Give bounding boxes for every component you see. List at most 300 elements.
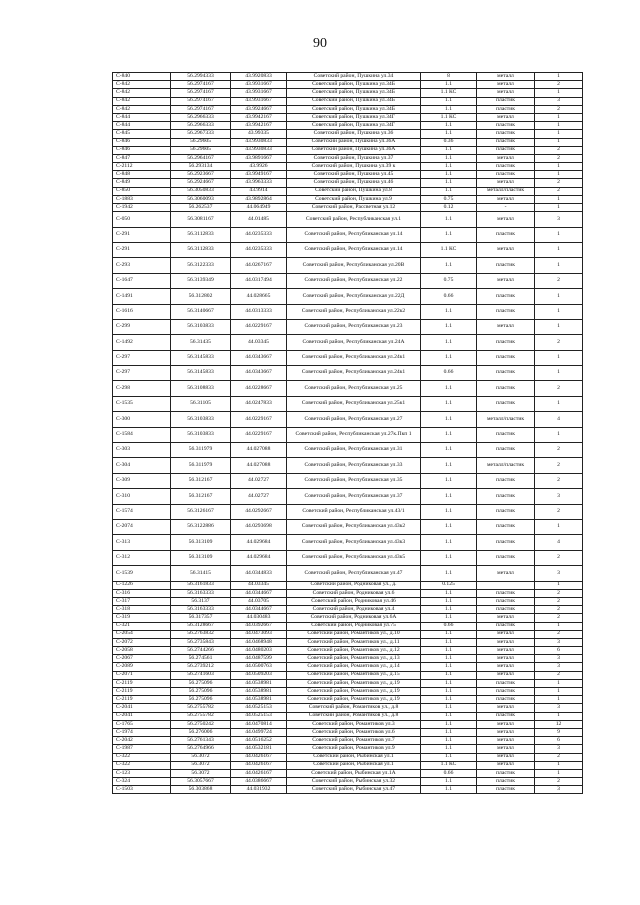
cell-longitude: 44.064949 <box>231 204 287 212</box>
cell-latitude: 56.311979 <box>171 458 231 473</box>
cell-volume: 1.1 <box>421 728 477 736</box>
cell-container-code: С-848 <box>113 171 171 179</box>
cell-material: пластик <box>477 504 535 519</box>
cell-container-code: С-2119 <box>113 688 171 696</box>
cell-volume: 1.1 <box>421 647 477 655</box>
cell-volume: 0.66 <box>421 289 477 304</box>
cell-longitude: 43.9931667 <box>231 97 287 105</box>
table-row <box>113 195 583 203</box>
table-row <box>113 671 583 679</box>
table-row <box>113 73 583 81</box>
cell-volume: 1.1 <box>421 458 477 473</box>
table-row <box>113 81 583 89</box>
cell-volume: 1.1 <box>421 638 477 646</box>
cell-count: 1 <box>535 520 583 535</box>
cell-volume: 0.75 <box>421 273 477 288</box>
cell-longitude: 44.0538981 <box>231 679 287 687</box>
cell-latitude: 56.2966333 <box>171 122 231 130</box>
cell-container-code: С-319 <box>113 614 171 622</box>
cell-count: 1 <box>535 350 583 365</box>
cell-count: 1 <box>535 113 583 121</box>
cell-longitude: 43.9931667 <box>231 89 287 97</box>
cell-latitude: 56.2735843 <box>171 638 231 646</box>
table-row <box>113 273 583 288</box>
cell-count: 12 <box>535 720 583 728</box>
cell-count: 2 <box>535 154 583 162</box>
cell-material: металл <box>477 154 535 162</box>
cell-material: пластик <box>477 396 535 411</box>
cell-volume: 1.1 <box>421 335 477 350</box>
table-row <box>113 647 583 655</box>
cell-longitude: 43.9914 <box>231 187 287 195</box>
cell-latitude: 56.3072 <box>171 753 231 761</box>
cell-count: 3 <box>535 663 583 671</box>
table-row <box>113 663 583 671</box>
cell-material: пластик <box>477 535 535 550</box>
cell-longitude: 44.0500763 <box>231 663 287 671</box>
cell-longitude: 44.0344667 <box>231 606 287 614</box>
cell-address: Советский район, Романтиков ул., д.13 <box>287 655 421 663</box>
cell-volume: 1.1 <box>421 171 477 179</box>
cell-address: Советский район, Романтиков ул., д.15 <box>287 671 421 679</box>
cell-longitude: 44.0487599 <box>231 655 287 663</box>
cell-address: Советский район, Рыбинская ул.32 <box>287 778 421 786</box>
table-row <box>113 769 583 777</box>
cell-longitude: 44.0538981 <box>231 696 287 704</box>
cell-latitude: 56.3128667 <box>171 622 231 630</box>
cell-longitude: 44.0480203 <box>231 647 287 655</box>
cell-latitude: 56.2764966 <box>171 745 231 753</box>
cell-material: пластик <box>477 335 535 350</box>
cell-material: металл <box>477 195 535 203</box>
table-row <box>113 319 583 334</box>
cell-address: Советский район, Романтиков ул., д.19 <box>287 696 421 704</box>
cell-material: металл/пластик <box>477 458 535 473</box>
cell-container-code: С-1616 <box>113 304 171 319</box>
cell-count: 1 <box>535 622 583 630</box>
table-row <box>113 753 583 761</box>
cell-volume: 1.1 <box>421 655 477 663</box>
cell-volume: 1.1 <box>421 130 477 138</box>
cell-material: пластик <box>477 163 535 171</box>
cell-address: Советский район, Романтиков ул., д.8 <box>287 712 421 720</box>
table-row <box>113 412 583 427</box>
cell-longitude: 44.0228667 <box>231 381 287 396</box>
cell-latitude: 56.29605 <box>171 138 231 146</box>
cell-container-code: С-1883 <box>113 195 171 203</box>
cell-address: Советский район, Пушкина ул.34 <box>287 73 421 81</box>
cell-material: металл/пластик <box>477 412 535 427</box>
cell-longitude: 43.9926 <box>231 163 287 171</box>
cell-material: металл <box>477 81 535 89</box>
cell-count: 2 <box>535 179 583 187</box>
table-row <box>113 614 583 622</box>
cell-volume: 1.1 <box>421 786 477 794</box>
table-row <box>113 187 583 195</box>
table-row <box>113 227 583 242</box>
cell-longitude: 44.0313333 <box>231 304 287 319</box>
table-row <box>113 335 583 350</box>
cell-address: Советский район, Республиканская ул.22Д <box>287 289 421 304</box>
cell-container-code: С-1942 <box>113 204 171 212</box>
cell-address: Советский район, Пушкина ул.8 <box>287 187 421 195</box>
cell-longitude: 44.027088 <box>231 443 287 458</box>
cell-container-code: С-2072 <box>113 638 171 646</box>
cell-longitude: 44.0229167 <box>231 412 287 427</box>
cell-longitude: 44.0343667 <box>231 366 287 381</box>
table-row <box>113 443 583 458</box>
cell-latitude: 56.274561 <box>171 655 231 663</box>
cell-latitude: 56.3081167 <box>171 212 231 227</box>
cell-count: 2 <box>535 597 583 605</box>
cell-material: металл <box>477 566 535 581</box>
cell-longitude: 44.02727 <box>231 473 287 488</box>
cell-volume: 1.1 КС <box>421 242 477 257</box>
cell-longitude: 43.9963333 <box>231 179 287 187</box>
cell-material: пластик <box>477 679 535 687</box>
cell-address: Советский район, Рыбинская ул.1А <box>287 769 421 777</box>
cell-count: 2 <box>535 458 583 473</box>
cell-container-code: С-1974 <box>113 728 171 736</box>
table-row <box>113 130 583 138</box>
cell-latitude: 56.3145833 <box>171 350 231 365</box>
table-row <box>113 289 583 304</box>
cell-container-code: С-312 <box>113 550 171 565</box>
cell-volume: 1.1 <box>421 319 477 334</box>
cell-latitude: 56.3050833 <box>171 187 231 195</box>
cell-volume: 1.1 <box>421 753 477 761</box>
cell-longitude: 44.0344667 <box>231 589 287 597</box>
cell-latitude: 56.3122886 <box>171 520 231 535</box>
cell-volume: 1.1 <box>421 504 477 519</box>
cell-latitude: 56.2974167 <box>171 97 231 105</box>
cell-count: 4 <box>535 412 583 427</box>
cell-volume: 0.75 <box>421 195 477 203</box>
cell-count: 4 <box>535 535 583 550</box>
cell-volume: 1.1 <box>421 427 477 442</box>
cell-longitude: 44.01485 <box>231 212 287 227</box>
cell-material <box>477 581 535 589</box>
cell-count: 1 <box>535 679 583 687</box>
cell-material: пластик <box>477 350 535 365</box>
cell-count: 2 <box>535 504 583 519</box>
cell-volume: 1.1 <box>421 154 477 162</box>
cell-address: Советский район, Романтиков ул., д.11 <box>287 638 421 646</box>
cell-volume: 1.1 <box>421 696 477 704</box>
cell-container-code: С-2074 <box>113 520 171 535</box>
cell-count: 2 <box>535 753 583 761</box>
cell-container-code: С-2089 <box>113 663 171 671</box>
cell-latitude: 56.3122333 <box>171 258 231 273</box>
cell-longitude: 44.0235333 <box>231 227 287 242</box>
cell-latitude: 56.2966333 <box>171 113 231 121</box>
cell-material: пластик <box>477 138 535 146</box>
cell-volume: 1.1 <box>421 350 477 365</box>
cell-material: металл <box>477 663 535 671</box>
cell-count: 1 <box>535 289 583 304</box>
cell-material: металл <box>477 671 535 679</box>
cell-container-code: С-2041 <box>113 712 171 720</box>
cell-count: 1 <box>535 761 583 769</box>
cell-volume: 1.1 <box>421 589 477 597</box>
cell-latitude: 56.275096 <box>171 679 231 687</box>
cell-latitude: 56.313109 <box>171 535 231 550</box>
cell-container-code: С-1987 <box>113 745 171 753</box>
cell-material: пластик <box>477 289 535 304</box>
cell-count: 2 <box>535 187 583 195</box>
cell-longitude: 44.0509203 <box>231 671 287 679</box>
cell-container-code: С-1503 <box>113 786 171 794</box>
cell-latitude: 56.3163333 <box>171 606 231 614</box>
cell-container-code: С-1584 <box>113 427 171 442</box>
cell-count: 2 <box>535 614 583 622</box>
table-row <box>113 589 583 597</box>
cell-address: Советский район, Пушкина ул.39 к <box>287 163 421 171</box>
cell-latitude: 56.2967333 <box>171 130 231 138</box>
cell-longitude: 43.9942167 <box>231 122 287 130</box>
cell-latitude: 56.2750242 <box>171 720 231 728</box>
cell-count: 3 <box>535 566 583 581</box>
table-row <box>113 242 583 257</box>
cell-volume: 0.36 <box>421 138 477 146</box>
cell-longitude: 44.0426167 <box>231 769 287 777</box>
cell-container-code: С-1491 <box>113 289 171 304</box>
cell-container-code: С-123 <box>113 769 171 777</box>
cell-count: 1 <box>535 204 583 212</box>
cell-volume: 1.1 <box>421 187 477 195</box>
cell-count: 3 <box>535 97 583 105</box>
cell-address: Советский район, Республиканская ул.24к1 <box>287 350 421 365</box>
table-row <box>113 728 583 736</box>
cell-count: 2 <box>535 335 583 350</box>
cell-volume: 1.1 <box>421 663 477 671</box>
cell-count: 1 <box>535 396 583 411</box>
cell-container-code: С-2112 <box>113 163 171 171</box>
cell-longitude: 44.0468948 <box>231 638 287 646</box>
cell-material: пластик <box>477 105 535 113</box>
cell-count: 1 <box>535 319 583 334</box>
cell-address: Советский район, Родниковая ул.6 <box>287 589 421 597</box>
cell-latitude: 56.3112833 <box>171 242 231 257</box>
cell-container-code: С-846 <box>113 138 171 146</box>
cell-material: металл <box>477 89 535 97</box>
cell-latitude: 56.31435 <box>171 335 231 350</box>
cell-latitude: 56.2739212 <box>171 663 231 671</box>
cell-material: металл <box>477 761 535 769</box>
cell-material: пластик <box>477 227 535 242</box>
cell-address: Советский район, Романтиков ул.3 <box>287 720 421 728</box>
cell-material: металл <box>477 179 535 187</box>
cell-volume: 1.1 <box>421 566 477 581</box>
cell-material: пластик <box>477 589 535 597</box>
cell-longitude: 43.9920833 <box>231 73 287 81</box>
table-row <box>113 204 583 212</box>
cell-volume: 1.1 <box>421 227 477 242</box>
table-row <box>113 396 583 411</box>
cell-address: Советский район, Республиканская ул.43к3 <box>287 535 421 550</box>
cell-container-code: С-1492 <box>113 335 171 350</box>
cell-material: пластик <box>477 258 535 273</box>
cell-latitude: 56.2974167 <box>171 89 231 97</box>
cell-container-code: С-291 <box>113 242 171 257</box>
cell-material: пластик <box>477 520 535 535</box>
cell-volume: 1.1 КС <box>421 113 477 121</box>
cell-container-code: С-2071 <box>113 671 171 679</box>
cell-latitude: 56.2974167 <box>171 81 231 89</box>
cell-count: 2 <box>535 81 583 89</box>
cell-latitude: 56.3108833 <box>171 381 231 396</box>
table-row <box>113 258 583 273</box>
cell-address: Советский район, Республиканская ул.22к2 <box>287 304 421 319</box>
cell-material: пластик <box>477 769 535 777</box>
cell-material: металл <box>477 319 535 334</box>
cell-count: 2 <box>535 606 583 614</box>
cell-volume: 1.1 <box>421 535 477 550</box>
cell-container-code: С-845 <box>113 130 171 138</box>
table-row <box>113 458 583 473</box>
cell-address: Советский район, Рыбинская ул.47 <box>287 786 421 794</box>
table-row <box>113 688 583 696</box>
table-row <box>113 696 583 704</box>
cell-material: пластик <box>477 473 535 488</box>
cell-longitude: 43.99335 <box>231 130 287 138</box>
cell-count: 1 <box>535 195 583 203</box>
table-row <box>113 581 583 589</box>
cell-material: металл <box>477 737 535 745</box>
cell-latitude: 56.3140667 <box>171 304 231 319</box>
cell-count: 2 <box>535 273 583 288</box>
cell-material: пластик <box>477 688 535 696</box>
cell-volume: 1.1 <box>421 712 477 720</box>
table-row <box>113 473 583 488</box>
cell-address: Советский район, Пушкина ул.9 <box>287 195 421 203</box>
table-row <box>113 489 583 504</box>
cell-material: металл <box>477 704 535 712</box>
cell-material: пластик <box>477 622 535 630</box>
cell-material: металл <box>477 73 535 81</box>
table-row <box>113 606 583 614</box>
cell-longitude: 44.028665 <box>231 289 287 304</box>
cell-material: металл <box>477 242 535 257</box>
cell-container-code: С-322 <box>113 753 171 761</box>
table-row <box>113 786 583 794</box>
table-row <box>113 105 583 113</box>
cell-longitude: 44.0292667 <box>231 504 287 519</box>
cell-count: 1 <box>535 366 583 381</box>
cell-address: Советский район, Республиканская ул.43/1 <box>287 504 421 519</box>
cell-latitude: 56.2994333 <box>171 73 231 81</box>
table-row <box>113 212 583 227</box>
cell-address: Советский район, Республиканская ул.27к.Пкп 1 <box>287 427 421 442</box>
cell-longitude: 44.0344833 <box>231 566 287 581</box>
cell-longitude: 44.0532181 <box>231 745 287 753</box>
cell-count: 1 <box>535 163 583 171</box>
cell-latitude: 56.293134 <box>171 163 231 171</box>
cell-container-code: С-2041 <box>113 704 171 712</box>
cell-volume: 1.1 <box>421 473 477 488</box>
cell-container-code: С-844 <box>113 113 171 121</box>
cell-material: металл <box>477 113 535 121</box>
cell-address: Советский район, Пушкина ул.36 <box>287 130 421 138</box>
cell-address: Советский район, Республиканская ул.25 <box>287 381 421 396</box>
cell-address: Советский район, Пушкина ул.34Г <box>287 113 421 121</box>
cell-volume: 1.1 <box>421 720 477 728</box>
cell-count: 3 <box>535 489 583 504</box>
cell-count: 3 <box>535 638 583 646</box>
cell-latitude: 56.2755782 <box>171 704 231 712</box>
cell-count: 1 <box>535 696 583 704</box>
cell-address: Советский район, Республиканская ул.27 <box>287 412 421 427</box>
cell-volume: 1.1 <box>421 671 477 679</box>
cell-longitude: 43.9891667 <box>231 154 287 162</box>
cell-address: Советский район, Родниковая ул.75 <box>287 622 421 630</box>
cell-address: Советский район, Романтиков ул., д.19 <box>287 688 421 696</box>
table-row <box>113 745 583 753</box>
cell-address: Советский район, Родниковая ул., д. <box>287 581 421 589</box>
cell-address: Советский район, Пушкина ул.34Б <box>287 105 421 113</box>
table-row <box>113 630 583 638</box>
cell-container-code: С-303 <box>113 443 171 458</box>
cell-material: пластик <box>477 97 535 105</box>
cell-address: Советский район, Республиканская ул.33 <box>287 458 421 473</box>
table-row <box>113 171 583 179</box>
cell-latitude: 56.31105 <box>171 396 231 411</box>
cell-longitude: 44.0525153 <box>231 712 287 720</box>
cell-container-code: С-849 <box>113 179 171 187</box>
cell-container-code: С-317 <box>113 597 171 605</box>
cell-material: металл <box>477 647 535 655</box>
table-row <box>113 179 583 187</box>
cell-container-code: С-291 <box>113 227 171 242</box>
cell-count: 2 <box>535 473 583 488</box>
cell-material: пластик <box>477 778 535 786</box>
cell-latitude: 56.3126167 <box>171 504 231 519</box>
cell-container-code: С-840 <box>113 73 171 81</box>
cell-latitude: 56.2924667 <box>171 179 231 187</box>
cell-longitude: 44.0235333 <box>231 242 287 257</box>
cell-volume: 1.1 <box>421 630 477 638</box>
cell-address: Советский район, Пушкина ул.36А <box>287 138 421 146</box>
cell-address: Советский район, Республиканская ул.23 <box>287 319 421 334</box>
cell-longitude: 44.03345 <box>231 581 287 589</box>
cell-volume: 0.12 <box>421 204 477 212</box>
cell-volume: 8 <box>421 73 477 81</box>
cell-material: металл <box>477 638 535 646</box>
table-row <box>113 97 583 105</box>
cell-longitude: 44.0247833 <box>231 396 287 411</box>
cell-address: Советский район, Пушкина ул.45 <box>287 171 421 179</box>
cell-latitude: 56.2741603 <box>171 671 231 679</box>
cell-container-code: С-2054 <box>113 630 171 638</box>
table-row <box>113 366 583 381</box>
cell-volume: 0.66 <box>421 769 477 777</box>
cell-material: пластик <box>477 146 535 154</box>
table-row <box>113 566 583 581</box>
cell-count: 2 <box>535 443 583 458</box>
cell-count: 2 <box>535 589 583 597</box>
cell-material: пластик <box>477 381 535 396</box>
cell-address: Советский район, Романтиков ул.6 <box>287 728 421 736</box>
cell-address: Советский район, Пушкина ул.34Г <box>287 122 421 130</box>
cell-count: 1 <box>535 258 583 273</box>
cell-longitude: 43.9924667 <box>231 105 287 113</box>
cell-volume: 1.1 <box>421 381 477 396</box>
table-row <box>113 761 583 769</box>
table-row <box>113 712 583 720</box>
cell-longitude: 44.0473093 <box>231 630 287 638</box>
cell-address: Советский район, Республиканская ул.14 <box>287 242 421 257</box>
cell-address: Советский район, Романтиков ул., д.19 <box>287 679 421 687</box>
